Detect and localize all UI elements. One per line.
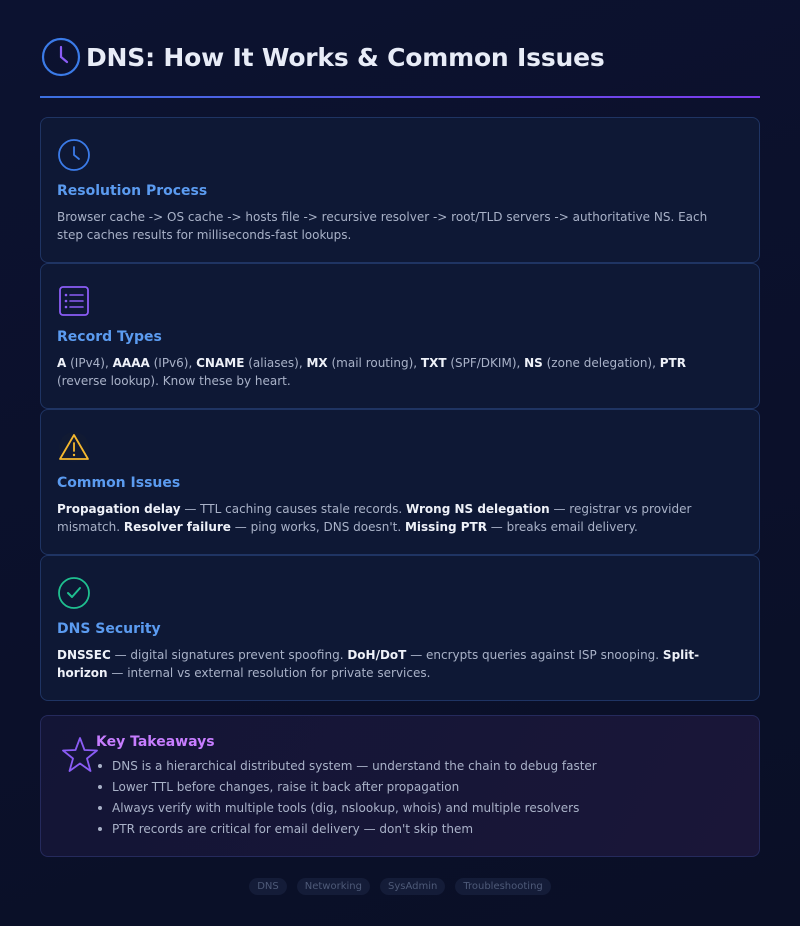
- star-icon: [61, 736, 99, 774]
- page-header: [40, 36, 760, 78]
- list-item: Always verify with multiple tools (dig, nslookup, whois) and multiple resolvers: [96, 798, 597, 819]
- card-title: Common Issues: [57, 475, 181, 491]
- card-record-types: [40, 263, 760, 409]
- clock-icon: [40, 36, 82, 78]
- card-dns-security: [40, 555, 760, 701]
- key-takeaways-panel: [40, 715, 760, 857]
- tag-troubleshooting[interactable]: Troubleshooting: [455, 878, 550, 895]
- card-resolution-process: [40, 117, 760, 263]
- card-title: Resolution Process: [57, 183, 208, 199]
- card-common-issues: [40, 409, 760, 555]
- tag-networking[interactable]: Networking: [297, 878, 370, 895]
- list-item: PTR records are critical for email delivery — don't skip them: [96, 819, 597, 840]
- check-circle-icon: [57, 576, 91, 610]
- tag-list: [0, 878, 800, 895]
- takeaways-title: Key Takeaways: [96, 734, 215, 750]
- clock-icon: [57, 138, 91, 172]
- card-title: DNS Security: [57, 621, 161, 637]
- card-text: Browser cache -> OS cache -> hosts file -> recursive resolver -> root/TLD servers -> authoritative NS. Each step caches results for milliseconds-fast lookups.: [57, 210, 708, 242]
- list-item: DNS is a hierarchical distributed system — understand the chain to debug faster: [96, 756, 597, 777]
- page-title: DNS: How It Works & Common Issues: [86, 42, 605, 72]
- tag-dns[interactable]: DNS: [249, 878, 287, 895]
- tag-sysadmin[interactable]: SysAdmin: [380, 878, 445, 895]
- card-title: Record Types: [57, 329, 162, 345]
- card-text: A (IPv4), AAAA (IPv6), CNAME (aliases), MX (mail routing), TXT (SPF/DKIM), NS (zone delegation), PTR (reverse lookup). Know these by heart.: [57, 356, 686, 388]
- card-text: Propagation delay — TTL caching causes stale records. Wrong NS delegation — registrar vs provider mismatch. Resolver failure — ping works, DNS doesn't. Missing PTR — breaks email delivery.: [57, 502, 692, 534]
- title-divider: [40, 96, 760, 98]
- warning-icon: [57, 430, 91, 464]
- list-icon: [57, 284, 91, 318]
- takeaways-list: [96, 756, 597, 840]
- list-item: Lower TTL before changes, raise it back after propagation: [96, 777, 597, 798]
- card-text: DNSSEC — digital signatures prevent spoofing. DoH/DoT — encrypts queries against ISP snooping. Split-horizon — internal vs external resolution for private services.: [57, 648, 700, 680]
